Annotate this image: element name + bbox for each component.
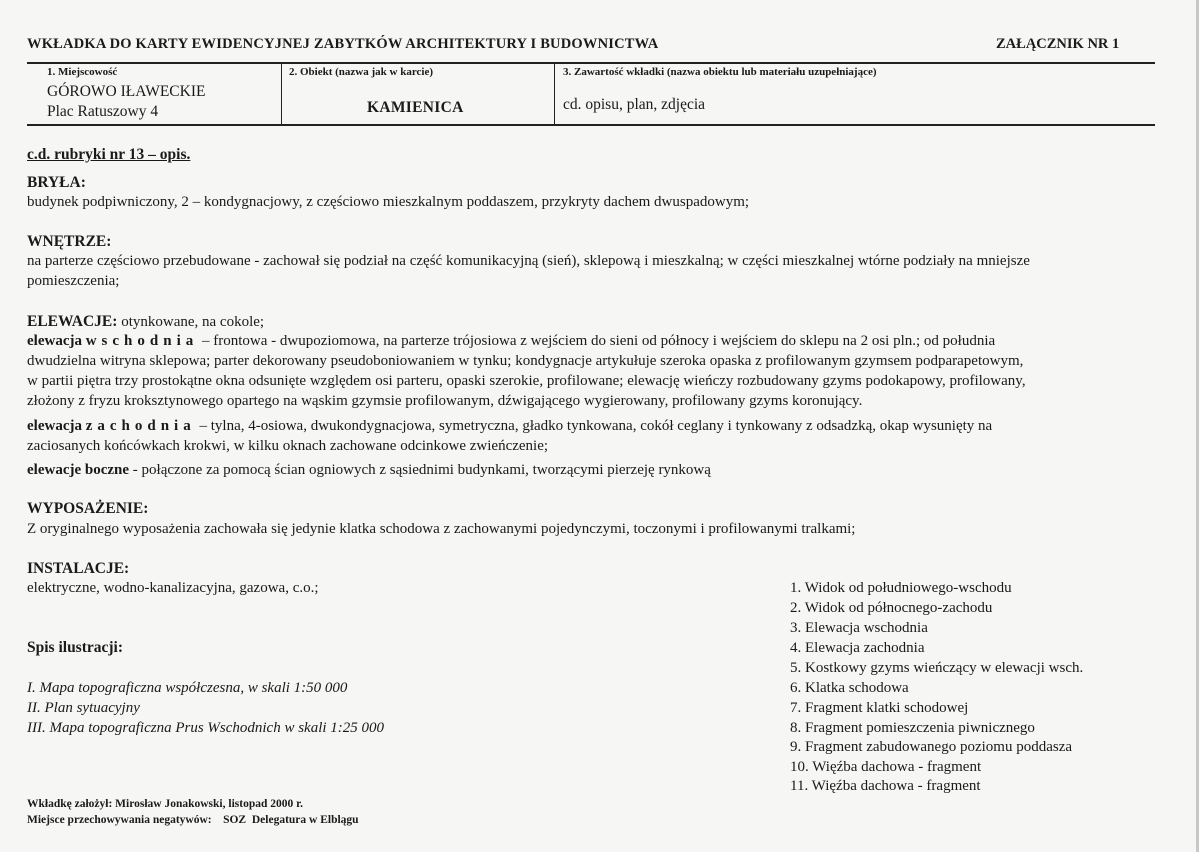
elewacja-zachodnia-line1 — [27, 417, 1187, 437]
photo-list-item: 7. Fragment klatki schodowej — [790, 700, 969, 716]
wnetrze-text-line1: na parterze częściowo przebudowane - zachował się podział na część komunikacyjną (sień), sklepową i mieszkalną; w części mieszkalnej wtórne podziały na mniejsze — [27, 253, 1030, 269]
elewacja-wschodnia-label-b: wschodnia — [85, 333, 199, 349]
section-subtitle: c.d. rubryki nr 13 – opis. — [27, 146, 191, 163]
form-title: WKŁADKA DO KARTY EWIDENCYJNEJ ZABYTKÓW ARCHITEKTURY I BUDOWNICTWA — [27, 36, 659, 52]
footer-author: Wkładkę założył: Mirosław Jonakowski, listopad 2000 r. — [27, 798, 304, 810]
bryla-heading: BRYŁA: — [27, 174, 86, 191]
wnetrze-heading: WNĘTRZE: — [27, 233, 112, 250]
annex-number: ZAŁĄCZNIK NR 1 — [996, 36, 1120, 52]
wyposazenie-text: Z oryginalnego wyposażenia zachowała się jedynie klatka schodowa z zachowanymi pojedynczymi, toczonymi i profilowanymi tralkami; — [27, 521, 856, 537]
cell-object-label: 2. Obiekt (nazwa jak w karcie) — [289, 66, 434, 78]
elewacja-zachodnia-label-a: elewacja — [27, 418, 86, 434]
elewacje-boczne-line — [27, 461, 1187, 481]
elewacja-zachodnia-line2: zaciosanych końcówkach krokwi, w kilku oknach zachowane odcinkowe zwieńczenie; — [27, 438, 549, 454]
photo-list-item: 6. Klatka schodowa — [790, 680, 909, 696]
map-list-item: III. Mapa topograficzna Prus Wschodnich w skali 1:25 000 — [27, 720, 385, 736]
photo-list-item: 9. Fragment zabudowanego poziomu poddasza — [790, 739, 1073, 755]
cell-content-label: 3. Zawartość wkładki (nazwa obiektu lub materiału uzupełniające) — [563, 66, 877, 78]
elewacja-wschodnia-line1 — [27, 332, 1187, 352]
instalacje-heading: INSTALACJE: — [27, 560, 130, 577]
photo-list-item: 1. Widok od południowego-wschodu — [790, 580, 1012, 596]
photo-list-item: 4. Elewacja zachodnia — [790, 640, 925, 656]
table-top-rule — [27, 62, 1155, 64]
elewacje-boczne-text: - połączone za pomocą ścian ogniowych z sąsiednimi budynkami, tworzącymi pierzeję rynkową — [129, 462, 711, 478]
instalacje-text: elektryczne, wodno-kanalizacyjna, gazowa, c.o.; — [27, 580, 319, 596]
footer-negatives-location: Miejsce przechowywania negatywów: SOZ Delegatura w Elblągu — [27, 814, 359, 826]
photo-list-item: 11. Więźba dachowa - fragment — [790, 778, 981, 794]
elewacje-heading: ELEWACJE: — [27, 313, 118, 330]
elewacje-text: otynkowane, na cokole; — [117, 314, 265, 330]
cell-object-value: KAMIENICA — [367, 99, 464, 116]
photo-list-item: 5. Kostkowy gzyms wieńczący w elewacji wsch. — [790, 660, 1084, 676]
elewacja-wschodnia-line4: złożony z fryzu kroksztynowego opartego na wąskim gzymsie profilowanym, dźwigającego wygierowany, profilowany gzyms koronujący. — [27, 393, 863, 409]
elewacje-paragraph — [27, 312, 1187, 333]
photo-list-item: 2. Widok od północnego-zachodu — [790, 600, 993, 616]
wnetrze-text-line2: pomieszczenia; — [27, 273, 120, 289]
elewacja-wschodnia-line2: dwudzielna witryna sklepowa; parter dekorowany pseudoboniowaniem w tynku; kondygnacje artykułuje szeroka opaska z profilowanym gzymsem podparapetowym, — [27, 353, 1024, 369]
table-divider-2 — [554, 62, 555, 126]
elewacja-zachodnia-label-b: zachodnia — [85, 418, 196, 434]
photo-list-item: 3. Elewacja wschodnia — [790, 620, 928, 636]
cell-locality-label: 1. Miejscowość — [47, 66, 118, 78]
elewacja-zachodnia-text-1: – tylna, 4-osiowa, dwukondygnacjowa, symetryczna, gładko tynkowana, cokół ceglany i tynkowany z odsadzką, okap wysunięty na — [195, 418, 993, 434]
elewacja-wschodnia-text-1: – frontowa - dwupoziomowa, na parterze trójosiowa z wejściem do sieni od północy i wejściem do sklepu na 2 osi pln.; od południa — [198, 333, 996, 349]
elewacja-wschodnia-line3: w partii piętra trzy prostokątne okna odsunięte względem osi parteru, opaski szerokie, profilowane; elewację wieńczy rozbudowany gzyms podokapowy, profilowany, — [27, 373, 1026, 389]
wyposazenie-heading: WYPOSAŻENIE: — [27, 500, 149, 517]
cell-locality-address: Plac Ratuszowy 4 — [47, 103, 159, 120]
cell-locality-town: GÓROWO IŁAWECKIE — [47, 83, 206, 100]
elewacje-boczne-label: elewacje boczne — [27, 462, 130, 478]
photo-list-item: 10. Więźba dachowa - fragment — [790, 759, 982, 775]
elewacja-wschodnia-label-a: elewacja — [27, 333, 86, 349]
cell-content-value: cd. opisu, plan, zdjęcia — [563, 96, 706, 113]
table-bottom-rule — [27, 124, 1155, 126]
table-divider-1 — [281, 62, 282, 126]
bryla-text: budynek podpiwniczony, 2 – kondygnacjowy, z częściowo mieszkalnym poddaszem, przykryty dachem dwuspadowym; — [27, 194, 750, 210]
spis-ilustracji-heading: Spis ilustracji: — [27, 639, 124, 656]
map-list-item: II. Plan sytuacyjny — [27, 700, 140, 716]
photo-list-item: 8. Fragment pomieszczenia piwnicznego — [790, 720, 1035, 736]
map-list-item: I. Mapa topograficzna współczesna, w skali 1:50 000 — [27, 680, 348, 696]
